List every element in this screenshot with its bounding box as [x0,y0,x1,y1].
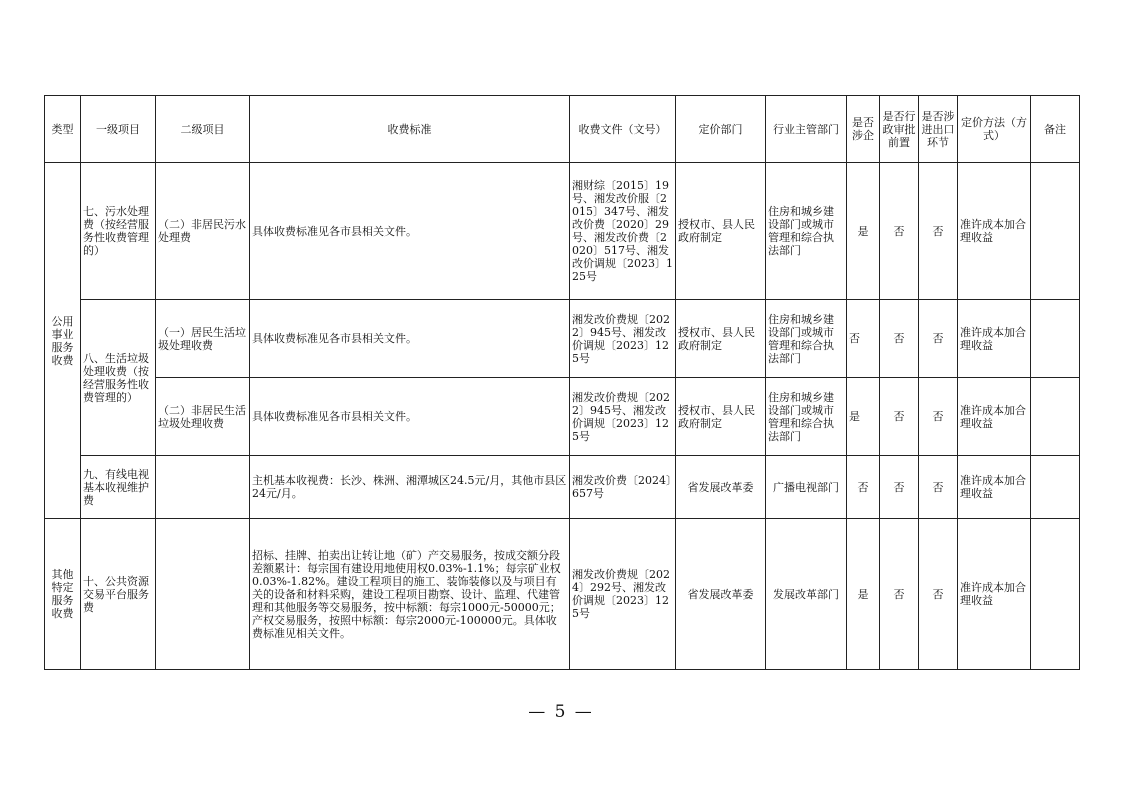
method-cell: 准许成本加合理收益 [958,378,1031,456]
fee-table [44,95,1080,670]
header-import-export: 是否涉进出口环节 [919,96,958,163]
level2-cell: （二）非居民污水处理费 [156,163,250,300]
pricing-dept-cell: 授权市、县人民政府制定 [676,163,766,300]
industry-dept-cell: 住房和城乡建设部门或城市管理和综合执法部门 [766,163,847,300]
admin-approval-cell: 否 [880,163,919,300]
doc-cell: 湘发改价费规〔2022〕945号、湘发改价调规〔2023〕125号 [570,300,676,378]
level1-cell: 八、生活垃圾处理收费（按经营服务性收费管理的） [81,300,156,456]
import-export-cell: 否 [919,456,958,519]
import-export-cell: 否 [919,519,958,670]
level2-cell [156,519,250,670]
industry-dept-cell: 住房和城乡建设部门或城市管理和综合执法部门 [766,378,847,456]
admin-approval-cell: 否 [880,456,919,519]
table-row [45,378,1080,456]
admin-approval-cell: 否 [880,378,919,456]
level2-cell: （一）居民生活垃圾处理收费 [156,300,250,378]
admin-approval-cell: 否 [880,300,919,378]
involves-enterprise-cell: 否 [847,300,880,378]
header-method: 定价方法（方式） [958,96,1031,163]
header-type: 类型 [45,96,81,163]
level2-cell [156,456,250,519]
header-remark: 备注 [1031,96,1080,163]
header-standard: 收费标准 [250,96,570,163]
standard-cell: 具体收费标准见各市县相关文件。 [250,163,570,300]
table-row [45,519,1080,670]
level1-cell: 七、污水处理费（按经营服务性收费管理的） [81,163,156,300]
pricing-dept-cell: 授权市、县人民政府制定 [676,300,766,378]
type-cell: 其他特定服务收费 [45,519,81,670]
header-involves-enterprise: 是否涉企 [847,96,880,163]
remark-cell [1031,300,1080,378]
doc-cell: 湘发改价费规〔2022〕945号、湘发改价调规〔2023〕125号 [570,378,676,456]
standard-cell: 招标、挂牌、拍卖出让转让地（矿）产交易服务，按成交额分段差额累计：每宗国有建设用地使用权0.03%-1.1%；每宗矿业权0.03%-1.82%。建设工程项目的施工、装饰装修以及与项目有关的设备和材料采购，建设工程项目勘察、设计、监理、代建管理和其他服务等交易服务，按中标额：每宗1000元-50000元；产权交易服务，按照中标额：每宗2000元-100000元。具体收费标准见相关文件。 [250,519,570,670]
method-cell: 准许成本加合理收益 [958,519,1031,670]
type-cell: 公用事业服务收费 [45,163,81,519]
table-row [45,300,1080,378]
involves-enterprise-cell: 是 [847,163,880,300]
method-cell: 准许成本加合理收益 [958,300,1031,378]
header-pricing-dept: 定价部门 [676,96,766,163]
table-row [45,456,1080,519]
header-row [45,96,1080,163]
industry-dept-cell: 住房和城乡建设部门或城市管理和综合执法部门 [766,300,847,378]
remark-cell [1031,378,1080,456]
remark-cell [1031,519,1080,670]
level1-cell: 十、公共资源交易平台服务费 [81,519,156,670]
pricing-dept-cell: 省发展改革委 [676,456,766,519]
import-export-cell: 否 [919,378,958,456]
standard-cell: 主机基本收视费：长沙、株洲、湘潭城区24.5元/月，其他市县区24元/月。 [250,456,570,519]
import-export-cell: 否 [919,300,958,378]
header-level1: 一级项目 [81,96,156,163]
involves-enterprise-cell: 是 [847,519,880,670]
remark-cell [1031,456,1080,519]
table-row [45,163,1080,300]
header-industry-dept: 行业主管部门 [766,96,847,163]
header-doc: 收费文件（文号） [570,96,676,163]
involves-enterprise-cell: 是 [847,378,880,456]
industry-dept-cell: 发展改革部门 [766,519,847,670]
level1-cell: 九、有线电视基本收视维护费 [81,456,156,519]
involves-enterprise-cell: 否 [847,456,880,519]
remark-cell [1031,163,1080,300]
method-cell: 准许成本加合理收益 [958,456,1031,519]
standard-cell: 具体收费标准见各市县相关文件。 [250,300,570,378]
standard-cell: 具体收费标准见各市县相关文件。 [250,378,570,456]
doc-cell: 湘发改价费规〔2024〕292号、湘发改价调规〔2023〕125号 [570,519,676,670]
doc-cell: 湘财综〔2015〕19号、湘发改价服〔2015〕347号、湘发改价费〔2020〕29号、湘发改价费〔2020〕517号、湘发改价调规〔2023〕125号 [570,163,676,300]
pricing-dept-cell: 授权市、县人民政府制定 [676,378,766,456]
level2-cell: （二）非居民生活垃圾处理收费 [156,378,250,456]
pricing-dept-cell: 省发展改革委 [676,519,766,670]
header-level2: 二级项目 [156,96,250,163]
import-export-cell: 否 [919,163,958,300]
header-admin-approval: 是否行政审批前置 [880,96,919,163]
industry-dept-cell: 广播电视部门 [766,456,847,519]
doc-cell: 湘发改价费〔2024〕657号 [570,456,676,519]
admin-approval-cell: 否 [880,519,919,670]
method-cell: 准许成本加合理收益 [958,163,1031,300]
page-number: — 5 — [528,702,594,722]
